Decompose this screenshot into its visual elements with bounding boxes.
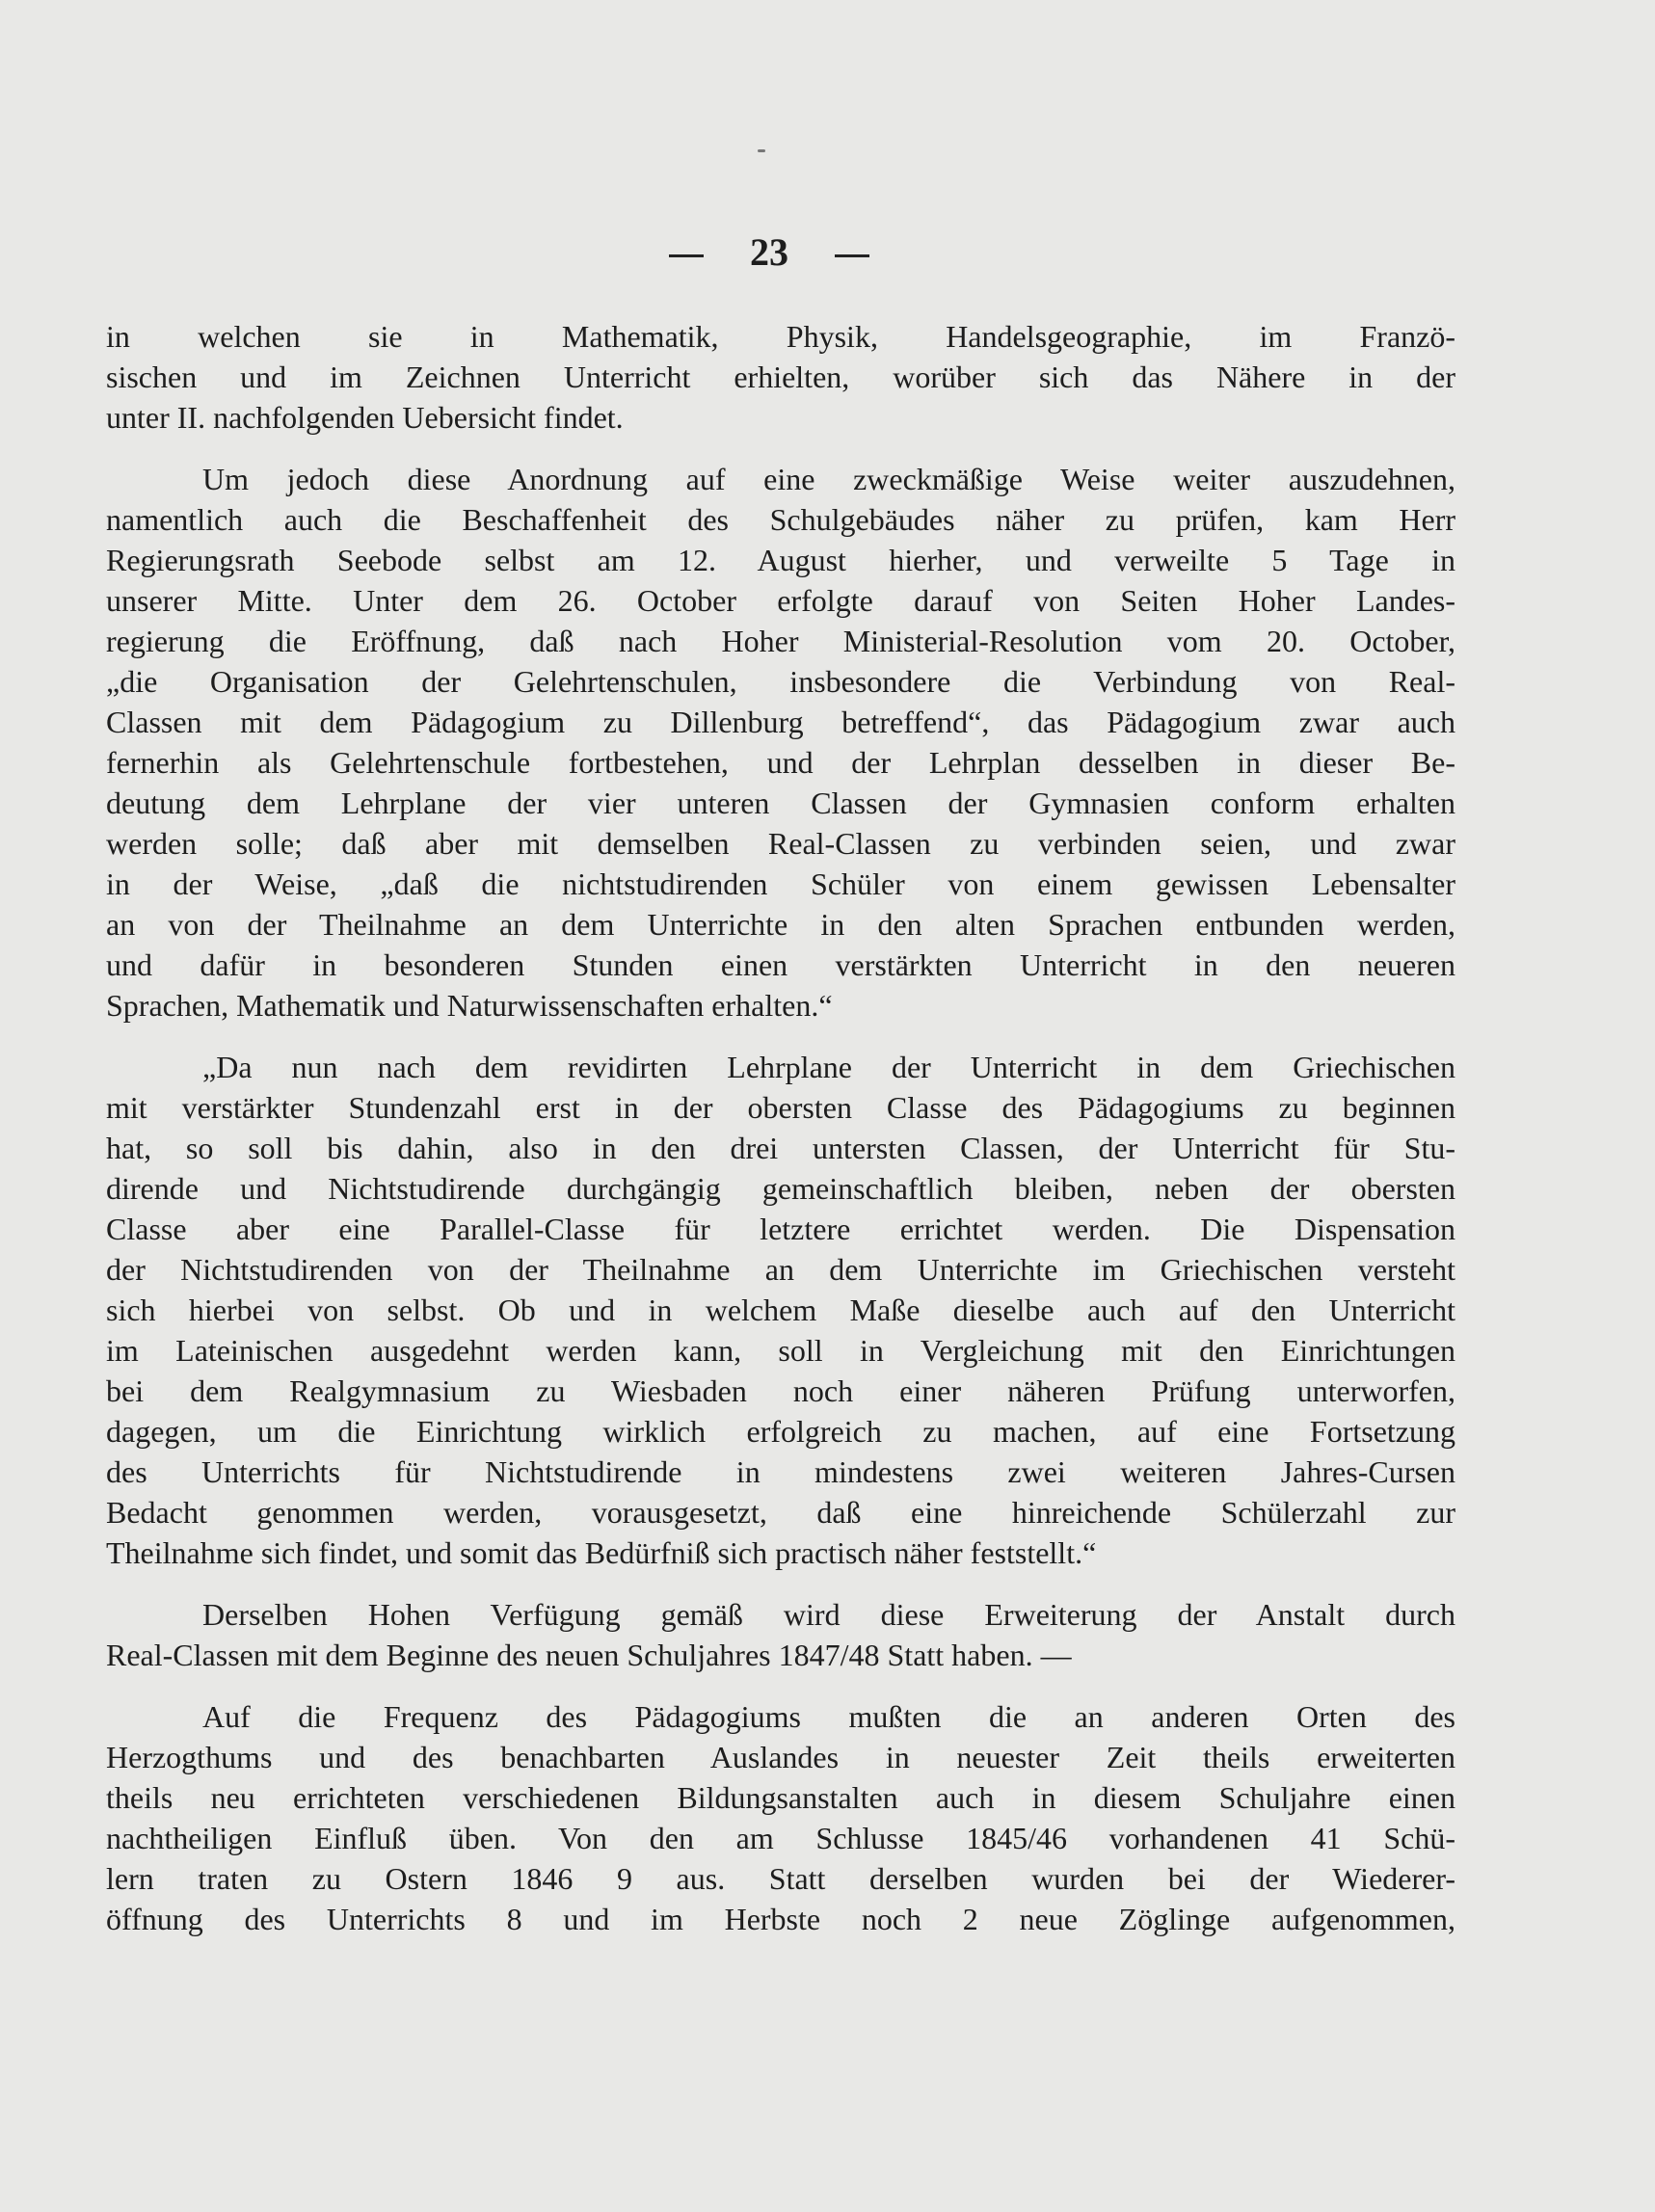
text-line: deutung dem Lehrplane der vier unteren Classen der Gymnasien conform erhalten xyxy=(106,786,1455,820)
text-line: Sprachen, Mathematik und Naturwissenschaften erhalten.“ xyxy=(106,988,833,1023)
text-line: in welchen sie in Mathematik, Physik, Handelsgeographie, im Franzö- xyxy=(106,319,1455,354)
text-line: Classen mit dem Pädagogium zu Dillenburg betreffend“, das Pädagogium zwar auch xyxy=(106,705,1455,739)
text-line: dagegen, um die Einrichtung wirklich erfolgreich zu machen, auf eine Fortsetzung xyxy=(106,1414,1455,1449)
text-line: „Da nun nach dem revidirten Lehrplane der Unterricht in dem Griechischen xyxy=(202,1050,1455,1084)
paragraph xyxy=(106,1047,1455,1573)
text-line: bei dem Realgymnasium zu Wiesbaden noch einer näheren Prüfung unterworfen, xyxy=(106,1373,1455,1408)
text-line: unter II. nachfolgenden Uebersicht findet. xyxy=(106,400,624,435)
text-line: im Lateinischen ausgedehnt werden kann, soll in Vergleichung mit den Einrichtungen xyxy=(106,1333,1455,1368)
paragraph xyxy=(106,316,1455,438)
text-line: sischen und im Zeichnen Unterricht erhielten, worüber sich das Nähere in der xyxy=(106,360,1455,394)
text-line: lern traten zu Ostern 1846 9 aus. Statt derselben wurden bei der Wiederer- xyxy=(106,1861,1455,1896)
left-dash xyxy=(669,254,704,257)
text-line: namentlich auch die Beschaffenheit des Schulgebäudes näher zu prüfen, kam Herr xyxy=(106,502,1455,537)
text-line: Herzogthums und des benachbarten Auslandes in neuester Zeit theils erweiterten xyxy=(106,1740,1455,1774)
text-line: mit verstärkter Stundenzahl erst in der obersten Classe des Pädagogiums zu beginnen xyxy=(106,1090,1455,1125)
right-dash xyxy=(835,254,869,257)
paragraph xyxy=(106,1696,1455,1939)
paragraph xyxy=(106,1594,1455,1675)
text-line: werden solle; daß aber mit demselben Real-Classen zu verbinden seien, und zwar xyxy=(106,826,1455,861)
text-line: regierung die Eröffnung, daß nach Hoher Ministerial-Resolution vom 20. October, xyxy=(106,624,1455,658)
text-line: Derselben Hohen Verfügung gemäß wird diese Erweiterung der Anstalt durch xyxy=(202,1597,1455,1632)
text-line: Auf die Frequenz des Pädagogiums mußten die an anderen Orten des xyxy=(202,1699,1455,1734)
text-line: an von der Theilnahme an dem Unterrichte in den alten Sprachen entbunden werden, xyxy=(106,907,1455,942)
text-line: der Nichtstudirenden von der Theilnahme an dem Unterrichte im Griechischen versteht xyxy=(106,1252,1455,1287)
text-line: „die Organisation der Gelehrtenschulen, insbesondere die Verbindung von Real- xyxy=(106,664,1455,699)
text-line: des Unterrichts für Nichtstudirende in mindestens zwei weiteren Jahres-Cursen xyxy=(106,1454,1455,1489)
text-line: dirende und Nichtstudirende durchgängig gemeinschaftlich bleiben, neben der obersten xyxy=(106,1171,1455,1206)
body-text xyxy=(106,316,1455,1939)
text-line: fernerhin als Gelehrtenschule fortbestehen, und der Lehrplan desselben in dieser Be- xyxy=(106,745,1455,780)
scan-speck xyxy=(758,149,765,152)
paragraph xyxy=(106,459,1455,1026)
text-line: Classe aber eine Parallel-Classe für letztere errichtet werden. Die Dispensation xyxy=(106,1212,1455,1246)
text-line: Real-Classen mit dem Beginne des neuen Schuljahres 1847/48 Statt haben. — xyxy=(106,1638,1072,1672)
text-line: öffnung des Unterrichts 8 und im Herbste noch 2 neue Zöglinge aufgenommen, xyxy=(106,1902,1455,1936)
page-number: 23 xyxy=(750,230,788,274)
text-line: Bedacht genommen werden, vorausgesetzt, daß eine hinreichende Schülerzahl zur xyxy=(106,1495,1455,1530)
text-line: in der Weise, „daß die nichtstudirenden Schüler von einem gewissen Lebensalter xyxy=(106,866,1455,901)
text-line: nachtheiligen Einfluß üben. Von den am Schlusse 1845/46 vorhandenen 41 Schü- xyxy=(106,1821,1455,1855)
text-line: und dafür in besonderen Stunden einen verstärkten Unterricht in den neueren xyxy=(106,947,1455,982)
text-line: unserer Mitte. Unter dem 26. October erfolgte darauf von Seiten Hoher Landes- xyxy=(106,583,1455,618)
text-line: Um jedoch diese Anordnung auf eine zweckmäßige Weise weiter auszudehnen, xyxy=(202,462,1455,496)
page-number-header xyxy=(0,229,1538,275)
text-line: Theilnahme sich findet, und somit das Bedürfniß sich practisch näher feststellt.“ xyxy=(106,1535,1097,1570)
text-line: hat, so soll bis dahin, also in den drei untersten Classen, der Unterricht für Stu- xyxy=(106,1131,1455,1165)
text-line: theils neu errichteten verschiedenen Bildungsanstalten auch in diesem Schuljahre einen xyxy=(106,1780,1455,1815)
text-line: sich hierbei von selbst. Ob und in welchem Maße dieselbe auch auf den Unterricht xyxy=(106,1293,1455,1327)
text-line: Regierungsrath Seebode selbst am 12. August hierher, und verweilte 5 Tage in xyxy=(106,543,1455,577)
